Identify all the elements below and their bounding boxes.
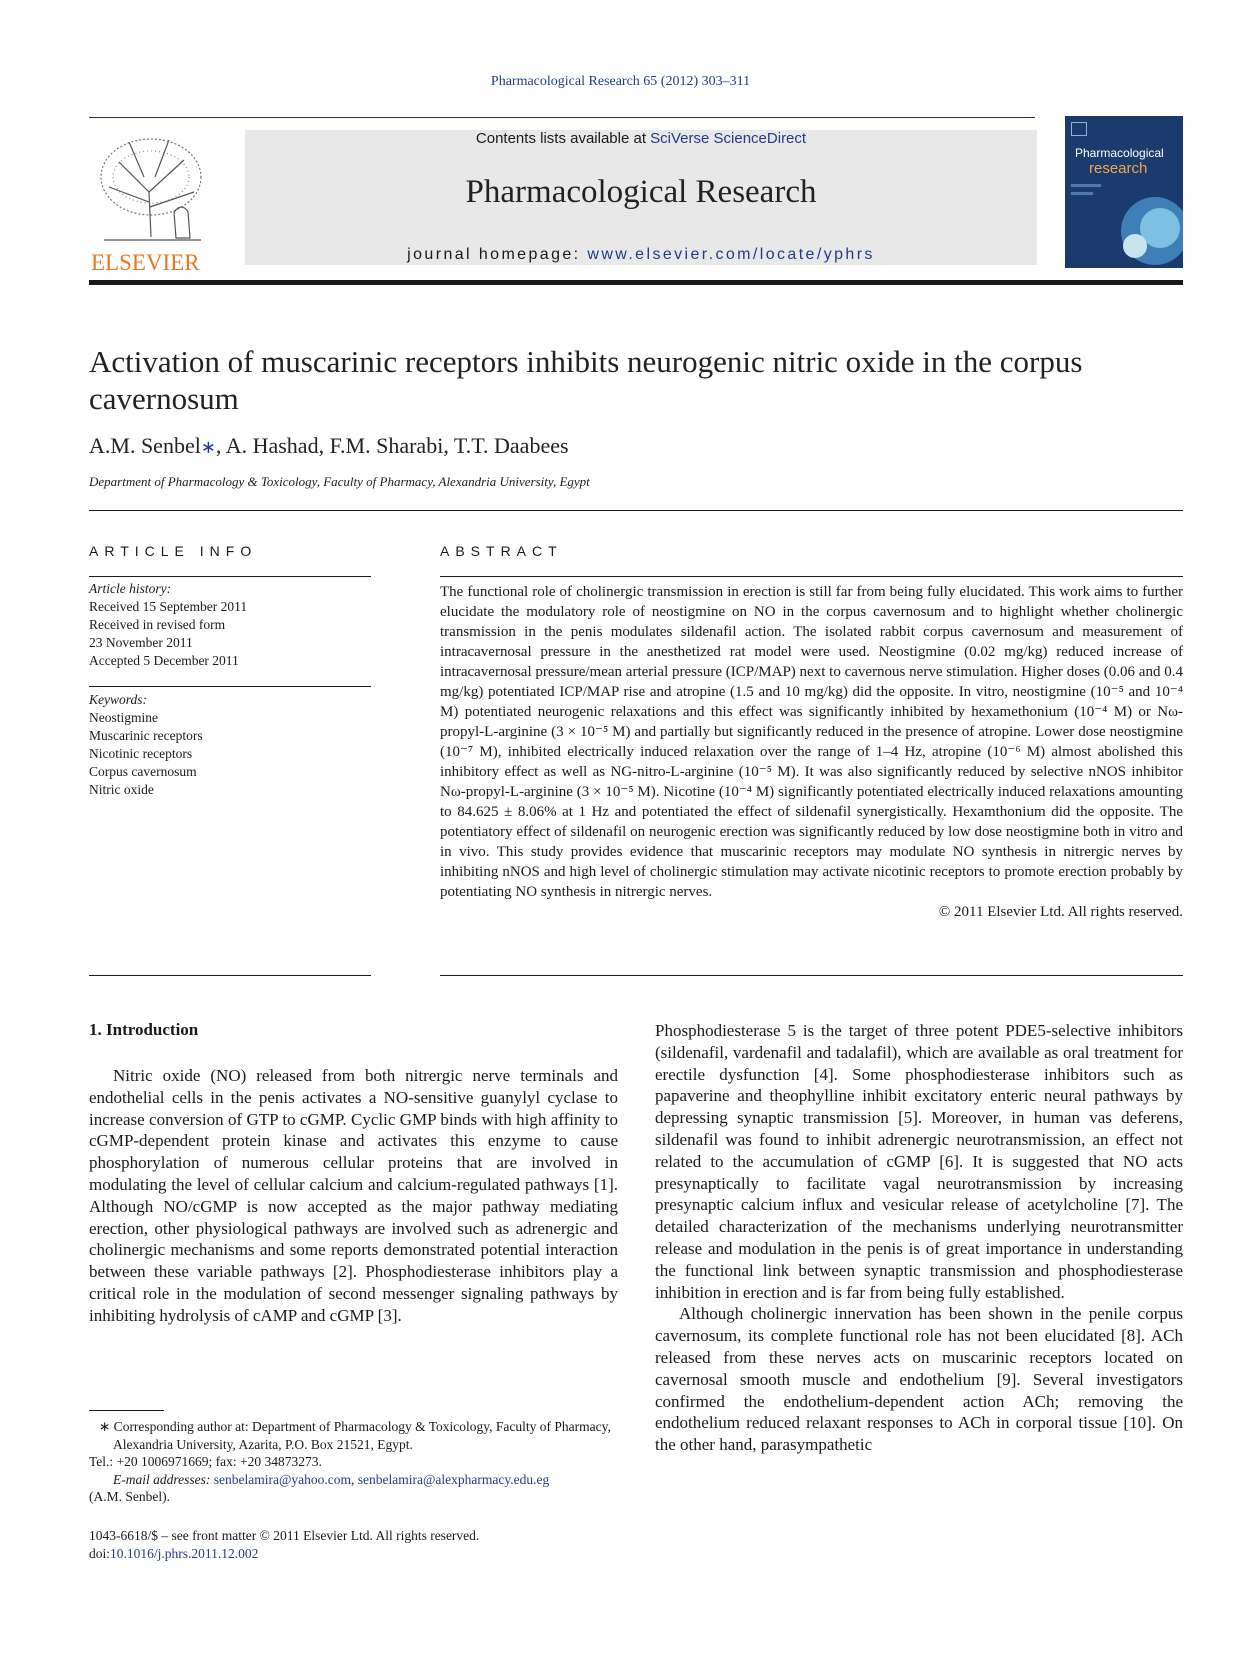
history-item: Accepted 5 December 2011: [89, 653, 239, 668]
introduction-heading: 1. Introduction: [89, 1020, 199, 1039]
article-history: [89, 580, 247, 670]
body-paragraph: Although cholinergic innervation has been shown in the penile corpus cavernosum, its complete functional role has not been elucidated [8]. ACh released from these nerves acts on muscarinic receptors located on cavernosal smooth muscle and endothelium [9]. Several investigators confirmed the endothelium-dependent action ACh; removing the endothelium reduced relaxant responses to ACh in corporal tissue [10]. On the other hand, parasympathetic: [655, 1304, 1183, 1455]
corresponding-author-marker[interactable]: ∗: [200, 437, 216, 457]
body-paragraph: Nitric oxide (NO) released from both nitrergic nerve terminals and endothelial cells in the penis activates a NO-sensitive guanylyl cyclase to increase conversion of GTP to cGMP. Cyclic GMP binds with high affinity to cGMP-dependent protein kinase and activates this enzyme to cause phosphorylation of numerous cellular proteins that are involved in modulating the level of cellular calcium and calcium-regulated pathways [1]. Although NO/cGMP is now accepted as the major pathway mediating erection, other physiological pathways are involved such as adrenergic and cholinergic mechanisms and some reports demonstrated potential interaction between these variable pathways [2]. Phosphodiesterase inhibitors play a critical role in the modulation of second messenger signaling pathways by inhibiting hydrolysis of cAMP and cGMP [3].: [89, 1066, 618, 1325]
keyword: Neostigmine: [89, 710, 158, 725]
history-label: Article history:: [89, 581, 172, 596]
cover-title-line2: research: [1089, 160, 1148, 177]
footnote-phone: Tel.: +20 1006971669; fax: +20 34873273.: [89, 1454, 322, 1469]
keyword: Corpus cavernosum: [89, 764, 197, 779]
footnote-rule: [89, 1410, 164, 1411]
email-owner: (A.M. Senbel).: [89, 1489, 170, 1504]
journal-citation: Pharmacological Research 65 (2012) 303–311: [490, 74, 751, 89]
footnote-address: ∗ Corresponding author at: Department of Pharmacology & Toxicology, Faculty of Pharmacy, Alexandria University, Azarita, P.O. Box 21521, Egypt.: [99, 1419, 611, 1452]
abstract-heading: ABSTRACT: [440, 543, 563, 559]
abstract-copyright: © 2011 Elsevier Ltd. All rights reserved.: [938, 904, 1183, 920]
abstract-text: The functional role of cholinergic transmission in erection is still far from being fully elucidated. This work aims to further elucidate the modulatory role of neostigmine on NO in the corpus cavernosum and to highlight whether cholinergic transmission in the penis modulates sildenafil action. The isolated rabbit corpus cavernosum and measurement of intracavernosal pressure in the anesthetized rat model were used. Neostigmine (0.02 mg/kg) reduced increase of intracavernosal pressure/mean arterial pressure (ICP/MAP) next to cavernous nerve stimulation. Higher doses (0.06 and 0.4 mg/kg) potentiated ICP/MAP rise and atropine (1.5 and 10 mg/kg) did the opposite. In vitro, neostigmine (10⁻⁵ and 10⁻⁴ M) potentiated neurogenic relaxations and this effect was significantly inhibited by hexamethonium (10⁻⁴ M) or Nω-propyl-L-arginine (3 × 10⁻⁵ M) and partially but significantly reduced in the presence of atropine. Lower dose neostigmine (10⁻⁷ M), inhibited electrically induced relaxation over the range of 1–4 Hz, atropine (10⁻⁶ M) almost abolished this inhibitory effect as well as NG-nitro-L-arginine (10⁻⁵ M). It was also significantly reduced by selective nNOS inhibitor Nω-propyl-L-arginine (3 × 10⁻⁵ M). Nicotine (10⁻⁴ M) significantly potentiated electrically induced relaxations amounting to 84.625 ± 8.06% at 1 Hz and potentiated the effect of sildenafil synergistically. Hexamthonium did the opposite. The potentiatory effect of sildenafil on neurogenic erection was significantly reduced by low dose neostigmine both in vitro and in vivo. This study provides evidence that muscarinic receptors may modulate NO synthesis in nitrergic nerves by inhibiting nNOS and high level of cholinergic stimulation may activate nicotinic receptors to promote erection probably by potentiating NO synthesis in nitrergic nerves.: [440, 584, 1183, 900]
body-column-left: [89, 1065, 618, 1327]
journal-cover: [1065, 116, 1183, 268]
history-item: Received 15 September 2011: [89, 599, 248, 614]
email-link-1[interactable]: senbelamira@yahoo.com: [213, 1471, 352, 1487]
body-column-right: [655, 1020, 1183, 1456]
abstract-rule: [440, 576, 1183, 577]
article-info-rule: [89, 576, 371, 577]
elsevier-wordmark: ELSEVIER: [91, 250, 200, 274]
section-rule: [89, 510, 1183, 511]
cover-title-line1: Pharmacological: [1075, 146, 1164, 160]
footnote-emails: [89, 1471, 618, 1489]
issn-line: 1043-6618/$ – see front matter © 2011 Elsevier Ltd. All rights reserved.: [89, 1528, 480, 1543]
author-list: [89, 433, 569, 459]
journal-banner: [245, 130, 1037, 265]
article-title: Activation of muscarinic receptors inhibits neurogenic nitric oxide in the corpus cavernosum: [89, 344, 1083, 416]
keywords-label: Keywords:: [89, 692, 147, 707]
contents-line: [245, 130, 1037, 147]
article-info-bottom-rule: [89, 975, 371, 976]
keyword: Nicotinic receptors: [89, 746, 193, 761]
doi-link[interactable]: 10.1016/j.phrs.2011.12.002: [110, 1545, 259, 1561]
elsevier-logo: [89, 132, 219, 274]
cover-image-icon: [1065, 116, 1183, 268]
abstract-body: [440, 582, 1183, 922]
sciencedirect-link[interactable]: SciVerse ScienceDirect: [650, 130, 807, 147]
keywords-rule: [89, 686, 371, 687]
abstract-bottom-rule: [440, 975, 1183, 976]
homepage-line: [245, 246, 1037, 264]
corresponding-author-footnote: [89, 1418, 618, 1506]
doi-line: [89, 1545, 479, 1563]
homepage-link[interactable]: www.elsevier.com/locate/yphrs: [587, 246, 875, 263]
history-item: Received in revised form: [89, 617, 226, 632]
keyword: Muscarinic receptors: [89, 728, 203, 743]
contents-prefix: Contents lists available at: [475, 130, 651, 147]
article-info-heading: ARTICLE INFO: [89, 543, 258, 559]
first-author: A.M. Senbel: [89, 433, 201, 458]
other-authors: , A. Hashad, F.M. Sharabi, T.T. Daabees: [215, 433, 569, 458]
keywords: [89, 691, 203, 799]
email-link-2[interactable]: senbelamira@alexpharmacy.edu.eg: [357, 1471, 550, 1487]
history-item: 23 November 2011: [89, 635, 193, 650]
email-label: E-mail addresses:: [113, 1471, 214, 1487]
front-matter: [89, 1527, 479, 1562]
email-separator: ,: [351, 1471, 358, 1487]
journal-name: Pharmacological Research: [465, 174, 817, 210]
affiliation: Department of Pharmacology & Toxicology, Faculty of Pharmacy, Alexandria University, Egypt: [89, 474, 590, 489]
header-thick-rule: [89, 280, 1183, 285]
keyword: Nitric oxide: [89, 782, 154, 797]
header-rule: [89, 117, 1035, 118]
body-paragraph: Phosphodiesterase 5 is the target of three potent PDE5-selective inhibitors (sildenafil, vardenafil and tadalafil), which are available as oral treatment for erectile dysfunction [4]. Some phosphodiesterase inhibitors such as papaverine and theophylline inhibit excitatory enteric neural pathways by depressing synaptic transmission [5]. Moreover, in human vas deferens, sildenafil was found to inhibit adrenergic neurotransmission, an effect not related to the accumulation of cGMP [6]. It is suggested that NO acts presynaptically to facilitate vagal neurotransmission by increasing presynaptic calcium influx and vesicular release of acetylcholine [7]. The detailed characterization of the mechanisms underlying neurotransmitter release and modulation in the penis is of great importance in understanding the functional link between synaptic transmission and phosphodiesterase inhibition in erection and is far from being fully established.: [655, 1021, 1183, 1302]
homepage-prefix: journal homepage:: [407, 246, 588, 263]
doi-prefix: doi:: [89, 1545, 111, 1561]
